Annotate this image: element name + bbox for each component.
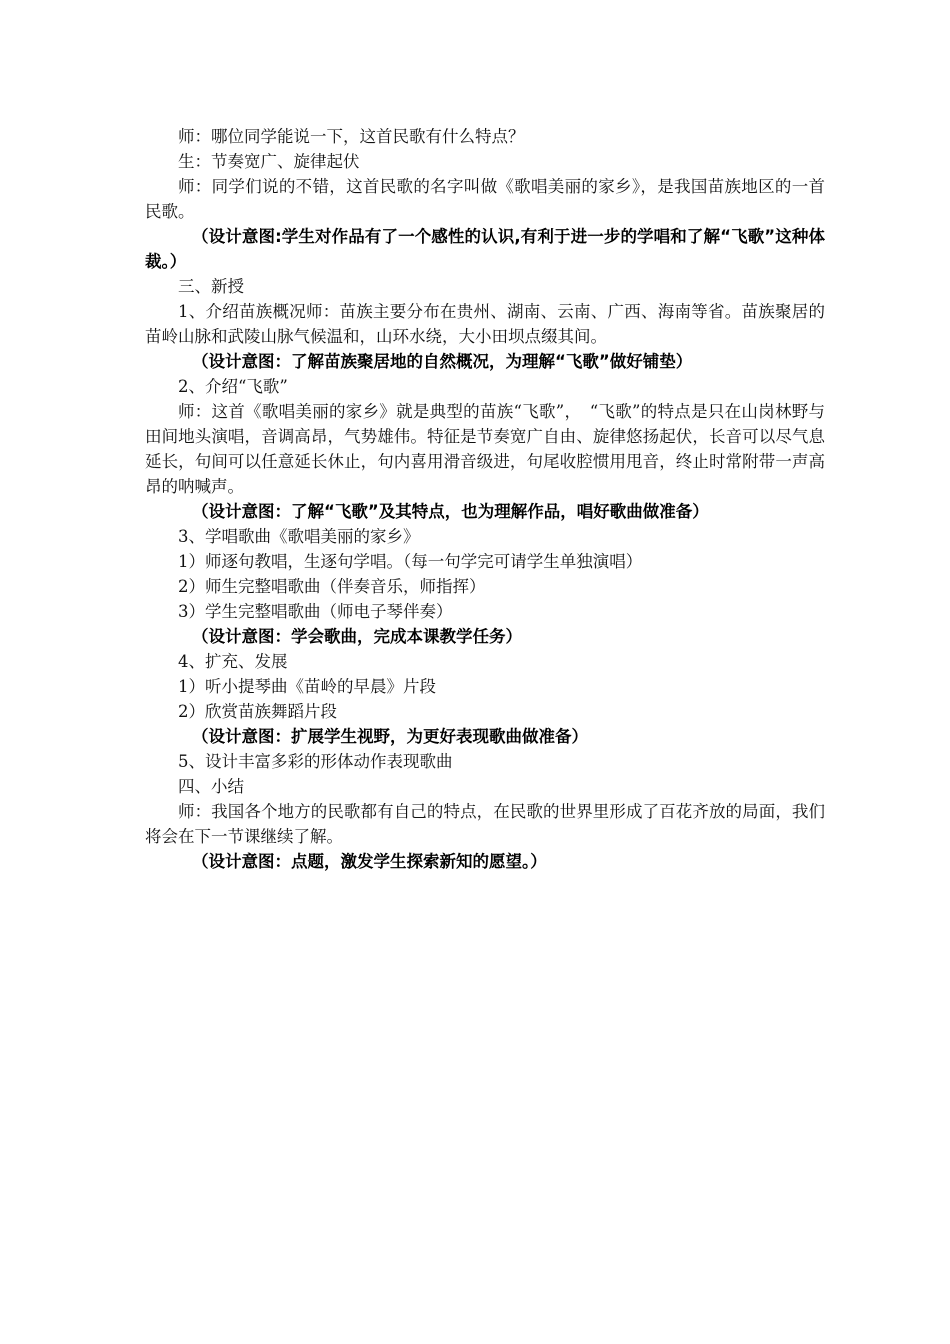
design-intent-note-3: （设计意图：了解“飞歌”及其特点，也为理解作品，唱好歌曲做准备） <box>192 502 709 521</box>
paragraph-teacher-song-name: 师：同学们说的不错，这首民歌的名字叫做《歌唱美丽的家乡》，是我国苗族地区的一首民歌。 <box>145 177 825 221</box>
paragraph-student-answer: 生：节奏宽广、旋律起伏 <box>178 152 360 171</box>
section-heading-summary: 四、小结 <box>178 777 244 796</box>
paragraph-miao-overview: 1、介绍苗族概况师：苗族主要分布在贵州、湖南、云南、广西、海南等省。苗族聚居的苗岭山脉和武陵山脉气候温和，山环水绕，大小田坝点缀其间。 <box>145 302 825 346</box>
paragraph-feige-description: 师：这首《歌唱美丽的家乡》就是典型的苗族“飞歌”， “飞歌”的特点是只在山岗林野与田间地头演唱，音调高昂，气势雄伟。特征是节奏宽广自由、旋律悠扬起伏，长音可以尽气息延长，句间可以任意延长休止，句内喜用滑音级进，句尾收腔惯用甩音，终止时常附带一声高昂的呐喊声。 <box>145 402 825 496</box>
design-intent-note-5: （设计意图：扩展学生视野，为更好表现歌曲做准备） <box>192 727 588 746</box>
design-intent-note-1: （设计意图:学生对作品有了一个感性的认识,有利于进一步的学唱和了解“飞歌”这种体裁。） <box>145 227 825 271</box>
subheading-learn-song: 3、学唱歌曲《歌唱美丽的家乡》 <box>178 527 420 546</box>
subheading-expand: 4、扩充、发展 <box>178 652 288 671</box>
design-intent-note-2: （设计意图：了解苗族聚居地的自然概况，为理解“飞歌”做好铺垫） <box>192 352 693 371</box>
list-item-dance-clip: 2）欣赏苗族舞蹈片段 <box>178 702 337 721</box>
paragraph-teacher-question: 师：哪位同学能说一下，这首民歌有什么特点？ <box>178 127 525 146</box>
list-item-sing-with-keyboard: 3）学生完整唱歌曲（师电子琴伴奏） <box>178 602 453 621</box>
document-body <box>145 124 825 874</box>
design-intent-note-6: （设计意图：点题，激发学生探索新知的愿望。） <box>192 852 547 871</box>
list-item-teach-line-by-line: 1）师逐句教唱，生逐句学唱。（每一句学完可请学生单独演唱） <box>178 552 643 571</box>
section-heading-new-lesson: 三、新授 <box>178 277 244 296</box>
list-item-sing-with-accompaniment: 2）师生完整唱歌曲（伴奏音乐，师指挥） <box>178 577 486 596</box>
paragraph-summary: 师：我国各个地方的民歌都有自己的特点，在民歌的世界里形成了百花齐放的局面，我们将会在下一节课继续了解。 <box>145 802 825 846</box>
subheading-body-movement: 5、设计丰富多彩的形体动作表现歌曲 <box>178 752 453 771</box>
list-item-violin-piece: 1）听小提琴曲《苗岭的早晨》片段 <box>178 677 436 696</box>
subheading-feige-intro: 2、介绍“飞歌” <box>178 377 288 396</box>
design-intent-note-4: （设计意图：学会歌曲，完成本课教学任务） <box>192 627 522 646</box>
